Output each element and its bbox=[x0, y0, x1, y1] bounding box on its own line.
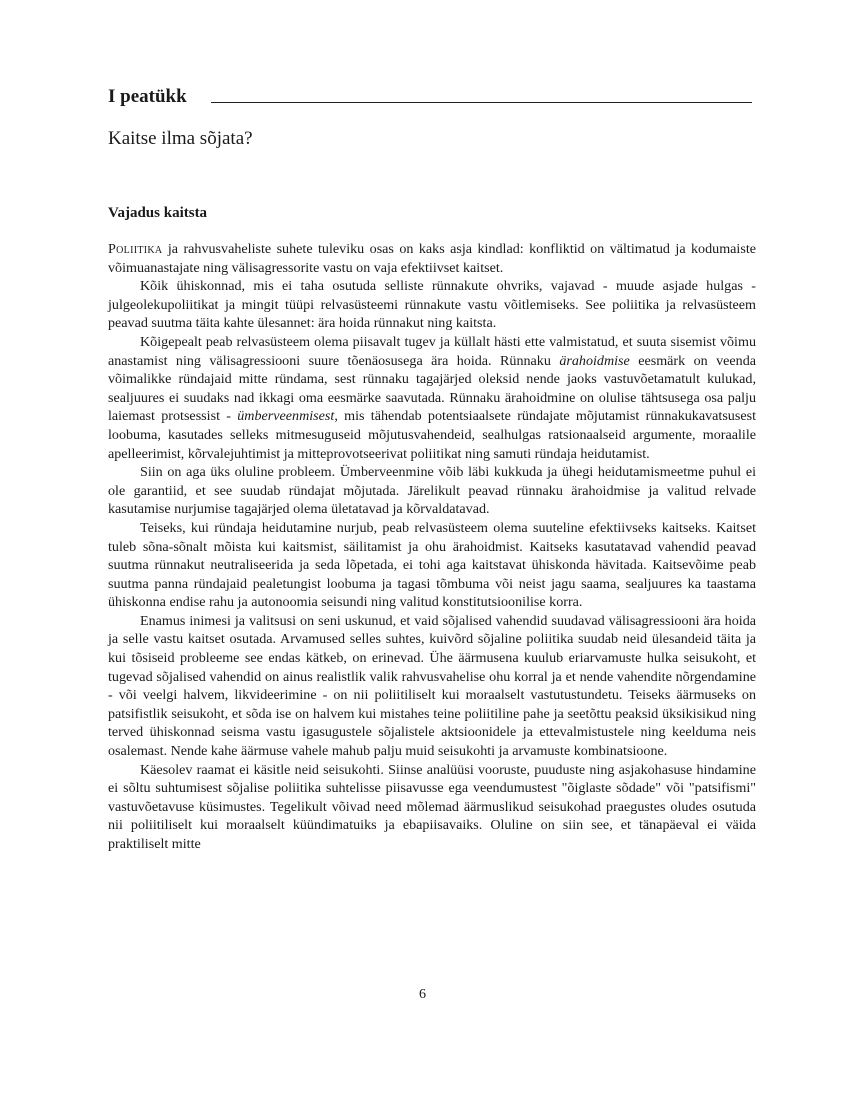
paragraph-1-lead: Poliitika bbox=[108, 241, 163, 257]
page-number: 6 bbox=[419, 987, 426, 1002]
paragraph-3-part-a: Kõigepealt peab relvasüsteem olema piisavalt tugev ja küllalt hästi ette valmistatud, et suuta sisemist võimu anastamist ning välisagressiooni suure tõenäosusega ära hoida. Rünnaku bbox=[108, 333, 756, 369]
paragraph-3-part-b: eesmärk on veenda võimalikke ründajaid mitte ründama, sest rünnaku tagajärjed oleksid nende jaoks vastuvõetamatult kulukad, sealjuures ei suudaks nad ikkagi oma eesmärke saavutada. Rünnaku ärahoidmine on olulise tähtsusega osa palju laiemast protsessist - bbox=[108, 352, 756, 425]
paragraph-3 bbox=[108, 333, 756, 463]
paragraph-2: Kõik ühiskonnad, mis ei taha osutuda selliste rünnakute ohvriks, vajavad - muude asjade hulgas -julgeolekupoliitikat ja mingit tüüpi relvasüsteemi rünnakute vastu võitlemiseks. See poliitika ja relvasüsteem peavad suutma täita kahte ülesannet: ära hoida rünnakut ning kaitsta. bbox=[108, 278, 756, 332]
chapter-rule bbox=[211, 102, 752, 103]
paragraph-7: Käesolev raamat ei käsitle neid seisukohti. Siinse analüüsi vooruste, puuduste ning asjakohasuse hindamine ei sõltu suhtumisest sõjalise poliitika suhtelisse piisavusse ega veendumustest "õiglaste sõdade" või "patsifismi" vastuvõetavuse küsimustes. Tegelikult võivad need mõlemad äärmuslikud seisukohad praegustes oludes osutuda nii poliitiliselt kui moraalselt küündimatuiks ja ebapiisavaiks. Oluline on siin see, et tänapäeval ei väida praktiliselt mitte bbox=[108, 761, 756, 852]
paragraph-1 bbox=[108, 240, 756, 277]
paragraph-6: Enamus inimesi ja valitsusi on seni uskunud, et vaid sõjalised vahendid suudavad välisagressiooni ära hoida ja selle vastu kaitset osutada. Arvamused selles suhtes, kuivõrd sõjaline poliitika suudab neid ülesandeid täita ja kui tõsiseid probleeme see endas kätkeb, on erinevad. Ühe äärmusena kuulub eriarvamuste hulka seisukoht, et tugevad sõjalised vahendid on ainus realistlik valik rahvusvahelise ohu korral ja et nende vahendite nõrgendamine - või veelgi halvem, likvideerimine - on nii poliitiliselt kui moraalselt vastutustundetu. Teiseks äärmuseks on patsifistlik seisukoht, et sõda ise on halvem kui mistahes teine poliitiline pahe ja seetõttu peaksid üksikisikud ning terved ühiskonnad seisma vastu igasugustele sõjalistele aktsioonidele ja ettevalmistustele ning keelduma neis osalemast. Nende kahe äärmuse vahele mahub palju muid seisukohti ja arvamuste kombinatsioone. bbox=[108, 612, 756, 760]
paragraph-5: Teiseks, kui ründaja heidutamine nurjub, peab relvasüsteem olema suuteline efektiivseks kaitseks. Kaitset tuleb sõna-sõnalt mõista kui kaitsmist, säilitamist ja ohu ärahoidmist. Kaitseks kasutatavad vahendid peavad suutma rünnakut neutraliseerida ja seda lõpetada, ei tohi aga kaitstavat ühiskonda hävitada. Kaitsevõime peab suutma panna ründajaid pealetungist loobuma ja tagasi tõmbuma või neist jagu saama, sealjuures ka taastama ühiskonna endise rahu ja autonoomia seisundi ning valitud konstitutsioonilise korra. bbox=[108, 519, 756, 611]
section-heading: Vajadus kaitsta bbox=[108, 205, 208, 221]
body-text bbox=[108, 240, 756, 854]
emphasis-umberveenmisest: ümberveenmisest bbox=[237, 408, 335, 425]
paragraph-1-text: ja rahvusvaheliste suhete tuleviku osas on kaks asja kindlad: konfliktid on vältimatud ja kodumaiste võimuanastajate ning välisagressorite vastu on vaja efektiivset kaitset. bbox=[108, 241, 756, 276]
chapter-label: I peatükk bbox=[108, 86, 187, 107]
paragraph-3-part-c: , mis tähendab potentsiaalsete ründajate mõjutamist rünnakukavatsusest loobuma, kasutades selleks mitmesuguseid mõjutusvahendeid, sealhulgas ratsionaalseid argumente, moraalile apelleerimist, kõrvalejuhtimist ja mitteprovotseerivat poliitikat ning samuti ründaja heidutamist. bbox=[108, 408, 756, 462]
paragraph-4: Siin on aga üks oluline probleem. Ümberveenmine võib läbi kukkuda ja ühegi heidutamismeetme puhul ei ole garantiid, et see suudab ründajat mõjutada. Järelikult peavad rünnaku ärahoidmise ja valitud relvade kasutamise nurjumise tagajärjed olema ületatavad ja kõrvaldatavad. bbox=[108, 464, 756, 518]
chapter-header bbox=[108, 86, 752, 108]
emphasis-arahoidmise: ärahoidmise bbox=[559, 352, 630, 369]
chapter-subtitle: Kaitse ilma sõjata? bbox=[108, 128, 253, 149]
